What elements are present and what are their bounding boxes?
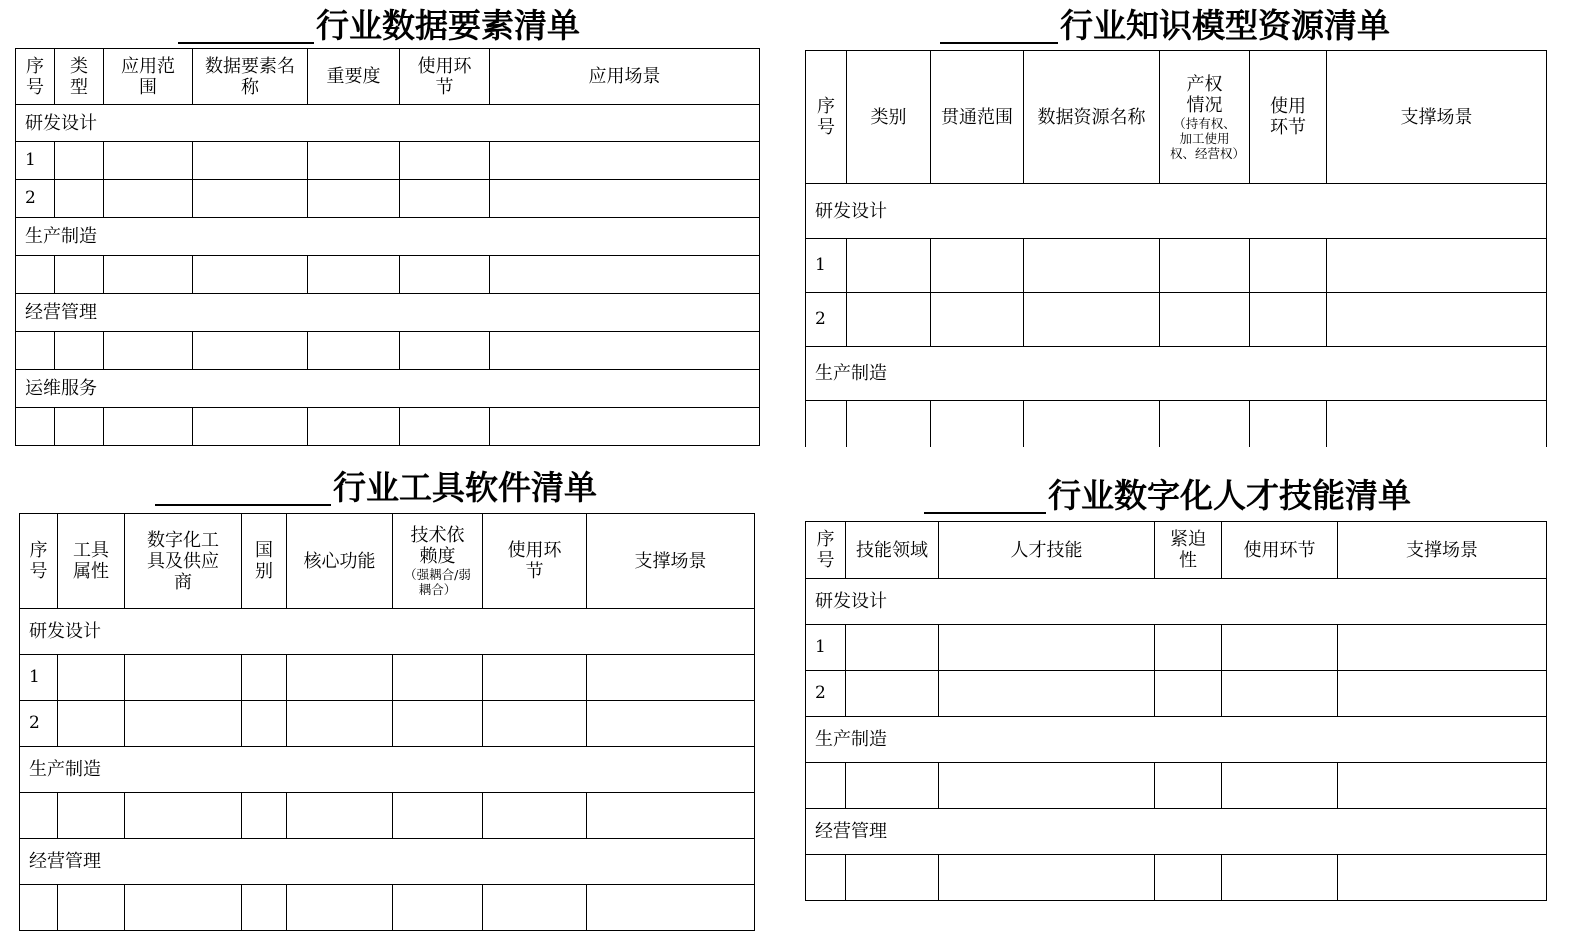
header-row [806,522,1547,579]
row-number: 2 [20,701,58,747]
knowledge-models-title [940,8,1390,44]
header-cell: 序号 [806,522,846,579]
header-cell: 支撑场景 [1327,51,1547,184]
row-number: 2 [16,180,55,218]
header-row [806,51,1547,184]
table-row [16,256,760,294]
header-cell-note: （持有权、加工使用权、经营权） [1170,115,1246,161]
header-cell: 技能领域 [846,522,939,579]
header-cell: 人才技能 [939,522,1155,579]
table-row [806,401,1547,447]
header-cell: 贯通范围 [931,51,1024,184]
header-cell: 类别 [847,51,931,184]
talent-skills-table [805,521,1547,901]
table-row [20,655,755,701]
data-elements-title-text: 行业数据要素清单 [316,6,580,45]
row-number: 1 [16,142,55,180]
table-row [20,793,755,839]
header-cell-main: 技术依赖度 [410,525,465,567]
tool-software-title [155,470,597,506]
section-row: 生产制造 [16,218,760,256]
section-row: 生产制造 [806,347,1547,401]
table-row [16,408,760,446]
table-row [16,180,760,218]
knowledge-models-table [805,50,1547,447]
data-elements-title [178,8,580,44]
header-cell: 序号 [16,49,55,105]
header-cell: 应用范围 [104,49,193,105]
header-cell [1160,51,1250,184]
header-cell [393,514,483,609]
title-blank-line [940,12,1058,44]
header-cell: 应用场景 [490,49,760,105]
header-row [20,514,755,609]
row-number: 1 [806,239,847,293]
header-cell: 紧迫性 [1155,522,1222,579]
header-cell: 使用环节 [483,514,587,609]
header-cell: 重要度 [308,49,400,105]
section-row: 生产制造 [20,747,755,793]
row-number: 2 [806,293,847,347]
header-cell: 数据要素名称 [193,49,308,105]
title-blank-line [178,12,314,44]
header-cell: 数字化工具及供应商 [125,514,242,609]
table-row [806,763,1547,809]
section-row: 运维服务 [16,370,760,408]
header-cell: 支撑场景 [587,514,755,609]
section-row: 经营管理 [806,809,1547,855]
table-row [806,671,1547,717]
table-row [20,701,755,747]
header-cell-note: （强耦合/弱耦合） [404,567,471,597]
table-row [806,855,1547,901]
section-row: 研发设计 [806,579,1547,625]
header-cell: 序号 [806,51,847,184]
table-row [806,239,1547,293]
header-cell: 工具属性 [58,514,125,609]
header-row [16,49,760,105]
table-row [16,142,760,180]
table-row [16,332,760,370]
header-cell: 核心功能 [287,514,393,609]
knowledge-models-title-text: 行业知识模型资源清单 [1060,6,1390,45]
table-row [806,625,1547,671]
tool-software-title-text: 行业工具软件清单 [333,468,597,507]
tool-software-table [19,513,755,931]
table-row [20,885,755,931]
talent-skills-title-text: 行业数字化人才技能清单 [1048,476,1411,515]
header-cell: 国别 [242,514,287,609]
table-row [806,293,1547,347]
row-number: 1 [20,655,58,701]
section-row: 经营管理 [16,294,760,332]
data-elements-table [15,48,760,446]
header-cell: 使用环节 [1222,522,1338,579]
title-blank-line [155,474,331,506]
header-cell: 使用环节 [1250,51,1327,184]
talent-skills-title [924,478,1411,514]
section-row: 经营管理 [20,839,755,885]
section-row: 研发设计 [20,609,755,655]
section-row: 生产制造 [806,717,1547,763]
header-cell: 类型 [55,49,104,105]
header-cell: 使用环节 [400,49,490,105]
header-cell: 数据资源名称 [1024,51,1160,184]
section-row: 研发设计 [806,184,1547,239]
header-cell: 支撑场景 [1338,522,1547,579]
header-cell-main: 产权情况 [1186,73,1223,116]
section-row: 研发设计 [16,105,760,142]
title-blank-line [924,482,1046,514]
row-number: 2 [806,671,846,717]
header-cell: 序号 [20,514,58,609]
row-number: 1 [806,625,846,671]
